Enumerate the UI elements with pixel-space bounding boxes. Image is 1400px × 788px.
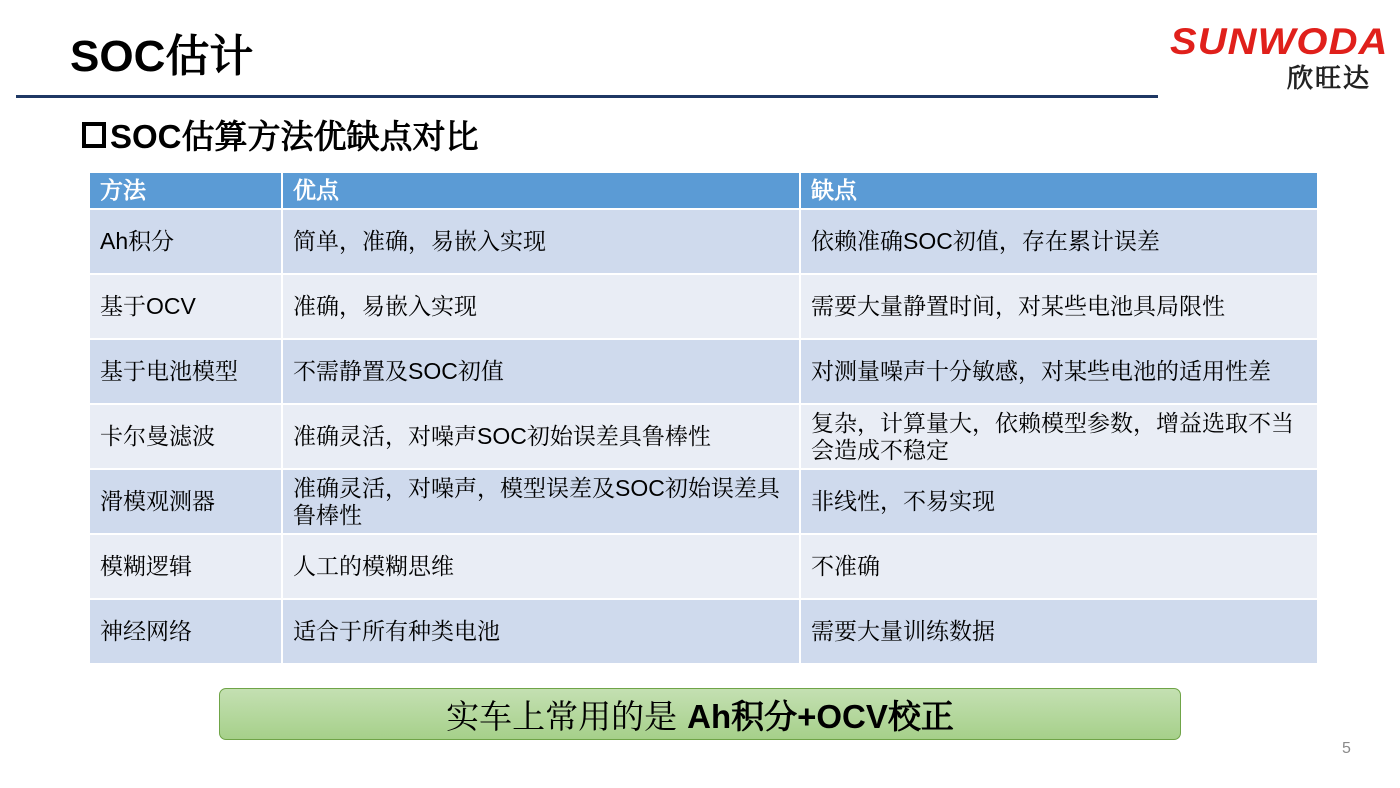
title-divider bbox=[16, 95, 1158, 98]
cons-cell: 依赖准确SOC初值，存在累计误差 bbox=[800, 209, 1318, 274]
table-row bbox=[89, 274, 1318, 339]
header-pros: 优点 bbox=[282, 172, 800, 209]
logo-brand-cn: 欣旺达 bbox=[1286, 63, 1371, 93]
comparison-table bbox=[88, 171, 1319, 665]
pros-cell: 不需静置及SOC初值 bbox=[282, 339, 800, 404]
conclusion-callout bbox=[219, 688, 1181, 740]
method-cell: 模糊逻辑 bbox=[89, 534, 282, 599]
method-cell: 卡尔曼滤波 bbox=[89, 404, 282, 469]
cons-cell: 不准确 bbox=[800, 534, 1318, 599]
callout-highlight: Ah积分+OCV校正 bbox=[687, 697, 954, 735]
table-header-row bbox=[89, 172, 1318, 209]
cons-cell: 复杂，计算量大，依赖模型参数，增益选取不当会造成不稳定 bbox=[800, 404, 1318, 469]
pros-cell: 适合于所有种类电池 bbox=[282, 599, 800, 664]
pros-cell: 简单，准确，易嵌入实现 bbox=[282, 209, 800, 274]
pros-cell: 人工的模糊思维 bbox=[282, 534, 800, 599]
sunwoda-logo bbox=[1170, 21, 1389, 93]
pros-cell: 准确灵活，对噪声SOC初始误差具鲁棒性 bbox=[282, 404, 800, 469]
method-cell: 基于电池模型 bbox=[89, 339, 282, 404]
callout-prefix: 实车上常用的是 bbox=[446, 697, 678, 735]
pros-cell: 准确，易嵌入实现 bbox=[282, 274, 800, 339]
cons-cell: 非线性，不易实现 bbox=[800, 469, 1318, 534]
method-cell: 基于OCV bbox=[89, 274, 282, 339]
slide-title: SOC估计 bbox=[70, 32, 254, 81]
logo-brand-text: SUNWODA bbox=[1170, 21, 1389, 62]
cons-cell: 对测量噪声十分敏感，对某些电池的适用性差 bbox=[800, 339, 1318, 404]
pros-cell: 准确灵活，对噪声，模型误差及SOC初始误差具鲁棒性 bbox=[282, 469, 800, 534]
table-row bbox=[89, 339, 1318, 404]
section-heading-text: SOC估算方法优缺点对比 bbox=[110, 118, 479, 155]
page-number: 5 bbox=[1342, 740, 1351, 757]
table-row bbox=[89, 404, 1318, 469]
checkbox-bullet-icon bbox=[82, 122, 106, 148]
table-row bbox=[89, 209, 1318, 274]
table-row bbox=[89, 534, 1318, 599]
section-heading bbox=[82, 111, 479, 158]
table-row bbox=[89, 469, 1318, 534]
method-cell: Ah积分 bbox=[89, 209, 282, 274]
cons-cell: 需要大量静置时间，对某些电池具局限性 bbox=[800, 274, 1318, 339]
header-cons: 缺点 bbox=[800, 172, 1318, 209]
method-cell: 滑模观测器 bbox=[89, 469, 282, 534]
table-row bbox=[89, 599, 1318, 664]
method-cell: 神经网络 bbox=[89, 599, 282, 664]
cons-cell: 需要大量训练数据 bbox=[800, 599, 1318, 664]
header-method: 方法 bbox=[89, 172, 282, 209]
